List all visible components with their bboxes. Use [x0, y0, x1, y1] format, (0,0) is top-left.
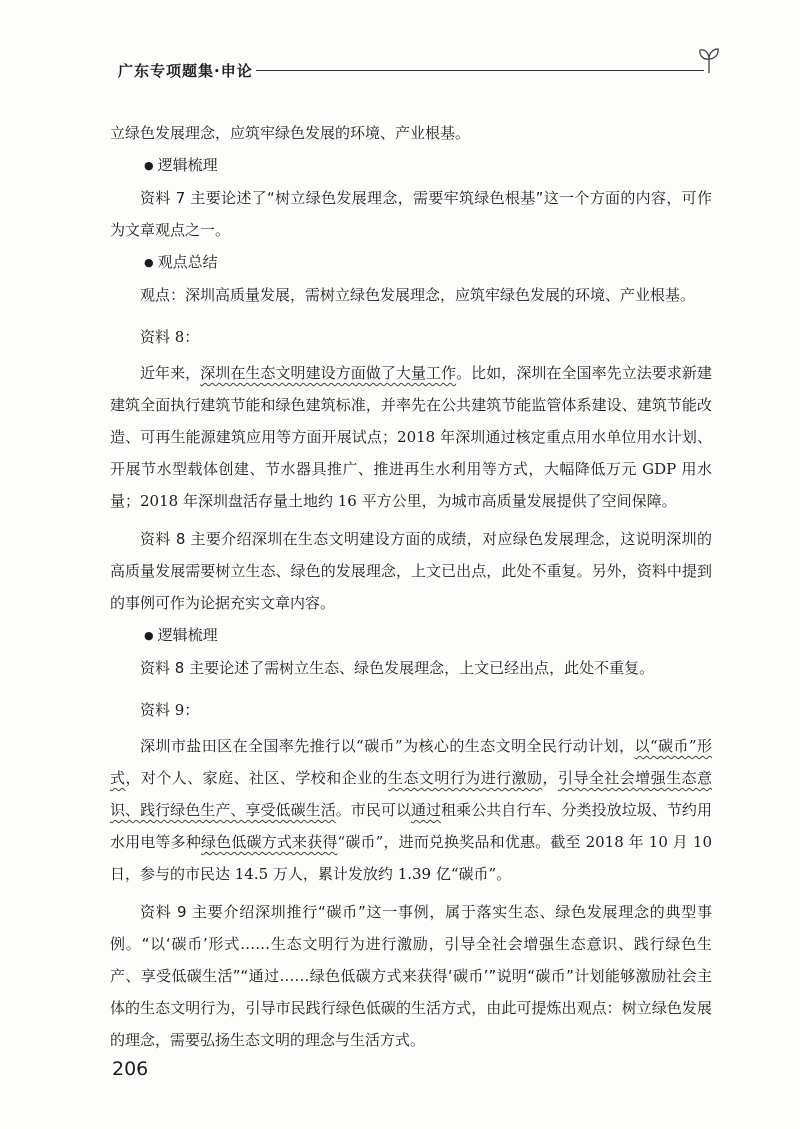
header-title: 广东专项题集·申论: [118, 62, 253, 80]
material-8-text: 近年来，深圳在生态文明建设方面做了大量工作。比如，深圳在全国率先立法要求新建建筑全面执行建筑节能和绿色建筑标准，并率先在公共建筑节能监管体系建设、建筑节能改造、可再生能源建筑应用等方面开展试点；2018 年深圳通过核定重点用水单位用水计划、开展节水型载体创建、节水器具推广、推进再生水利用等方式，大幅降低万元 GDP 用水量；2018 年深圳盘活存量土地约 16 平方公里，为城市高质量发展提供了空间保障。: [110, 364, 712, 510]
analysis-paragraph-9: 资料 9 主要介绍深圳推行“碳币”这一事例，属于落实生态、绿色发展理念的典型事例。“以‘碳币’形式……生态文明行为进行激励，引导全社会增强生态意识、践行绿色生产、享受低碳生活”“通过……绿色低碳方式来获得‘碳币’”说明“碳币”计划能够激励社会主体的生态文明行为，引导市民践行绿色低碳的生活方式，由此可提炼出观点：树立绿色发展的理念，需要弘扬生态文明的理念与生活方式。: [110, 903, 712, 1049]
bullet-heading-summary: [110, 246, 712, 279]
header-rule: [256, 70, 704, 71]
highlighted-phrase: 通过: [411, 801, 442, 819]
analysis-paragraph-8b: 资料 8 主要论述了需树立生态、绿色发展理念，上文已经出点，此处不重复。: [140, 659, 655, 677]
highlighted-phrase: 生态文明行为进行激励: [388, 769, 543, 787]
analysis-paragraph-8: 资料 8 主要介绍深圳在生态文明建设方面的成绩，对应绿色发展理念，这说明深圳的高质量发展需要树立生态、绿色的发展理念，上文已出点，此处不重复。另外，资料中提到的事例可作为论据充实文章内容。: [110, 530, 712, 612]
highlighted-phrase: 引导全社会增强生态意识、践行绿色生产、享受低碳生活: [110, 769, 712, 819]
highlighted-phrase: 深圳在生态文明建设方面做了大量工作: [200, 364, 457, 382]
bullet-heading-text: 逻辑梳理: [157, 626, 218, 644]
bullet-heading-text: 观点总结: [157, 253, 218, 271]
material-9-label: 资料 9：: [140, 701, 200, 719]
material-8-label: 资料 8：: [140, 328, 200, 346]
main-content: [110, 117, 712, 1056]
bullet-heading-text: 逻辑梳理: [157, 156, 218, 174]
sprout-icon: [696, 46, 722, 74]
bullet-icon: ●: [144, 256, 154, 269]
bullet-icon: ●: [144, 629, 154, 642]
bullet-heading-logic-2: [110, 619, 712, 652]
viewpoint-paragraph: 观点：深圳高质量发展，需树立绿色发展理念，应筑牢绿色发展的环境、产业根基。: [140, 286, 696, 304]
highlighted-phrase: 以“碳币”形式: [110, 737, 712, 787]
analysis-paragraph-7: 资料 7 主要论述了“树立绿色发展理念，需要牢筑绿色根基”这一个方面的内容，可作为文章观点之一。: [110, 189, 712, 239]
page-number: 206: [112, 1058, 149, 1080]
running-header: [118, 60, 718, 84]
highlighted-phrase: 绿色低碳方式来获得: [201, 833, 338, 851]
paragraph-continued: 立绿色发展理念，应筑牢绿色发展的环境、产业根基。: [110, 124, 471, 142]
bullet-heading-logic-1: [110, 149, 712, 182]
material-9-text: 深圳市盐田区在全国率先推行以“碳币”为核心的生态文明全民行动计划，以“碳币”形式，对个人、家庭、社区、学校和企业的生态文明行为进行激励，引导全社会增强生态意识、践行绿色生产、享受低碳生活。市民可以通过租乘公共自行车、分类投放垃圾、节约用水用电等多种绿色低碳方式来获得“碳币”，进而兑换奖品和优惠。截至 2018 年 10 月 10 日，参与的市民达 14.5 万人，累计发放约 1.39 亿“碳币”。: [110, 737, 712, 883]
bullet-icon: ●: [144, 159, 154, 172]
